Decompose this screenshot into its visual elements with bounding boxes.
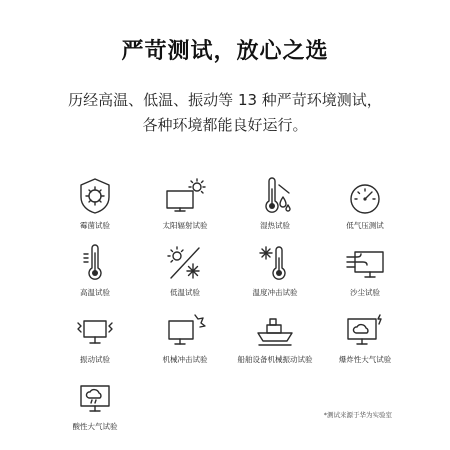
subtitle-line-2: 各种环境都能良好运行。 (142, 116, 308, 134)
test-item-damp-heat (230, 175, 320, 242)
test-item-sand-dust (320, 242, 410, 309)
test-item-low-temp (140, 242, 230, 309)
test-item-vibration (50, 309, 140, 376)
test-item-mold (50, 175, 140, 242)
page-title: 严苛测试，放心之选 (121, 39, 329, 64)
test-item-mechanical-shock (140, 309, 230, 376)
test-item-high-temp (50, 242, 140, 309)
mold-virus-icon (72, 175, 118, 215)
test-grid (50, 175, 410, 443)
test-label: 酸性大气试验 (72, 422, 118, 431)
test-label: 船舶设备机械振动试验 (237, 355, 313, 364)
sandstorm-monitor-icon (342, 242, 388, 282)
test-item-acid-atmosphere (50, 376, 140, 443)
sun-monitor-icon (162, 175, 208, 215)
impact-monitor-icon (162, 309, 208, 349)
source-note: *测试来源于华为实验室 (323, 411, 392, 419)
test-item-ship-vibration (230, 309, 320, 376)
test-item-solar (140, 175, 230, 242)
test-label: 高温试验 (80, 288, 110, 297)
acid-cloud-monitor-icon (72, 376, 118, 416)
test-label: 太阳辐射试验 (162, 221, 208, 230)
test-item-low-pressure (320, 175, 410, 242)
test-label: 霉菌试验 (80, 221, 110, 230)
test-label: 低温试验 (170, 288, 200, 297)
test-label: 湿热试验 (260, 221, 290, 230)
snow-thermometer-icon (252, 242, 298, 282)
test-item-explosive-atmosphere (320, 309, 410, 376)
test-label: 振动试验 (80, 355, 110, 364)
test-label: 温度冲击试验 (252, 288, 298, 297)
ship-icon (252, 309, 298, 349)
vibrating-monitor-icon (72, 309, 118, 349)
sun-snow-icon (162, 242, 208, 282)
test-item-thermal-shock (230, 242, 320, 309)
test-label: 爆炸性大气试验 (338, 355, 392, 364)
test-label: 低气压测试 (346, 221, 384, 230)
cloud-monitor-icon (342, 309, 388, 349)
test-label: 沙尘试验 (350, 288, 380, 297)
subtitle-line-1: 历经高温、低温、振动等 13 种严苛环境测试， (68, 91, 382, 109)
page-subtitle (0, 88, 450, 138)
test-label: 机械冲击试验 (162, 355, 208, 364)
pressure-gauge-icon (342, 175, 388, 215)
thermometer-drops-icon (252, 175, 298, 215)
thermometer-high-icon (72, 242, 118, 282)
